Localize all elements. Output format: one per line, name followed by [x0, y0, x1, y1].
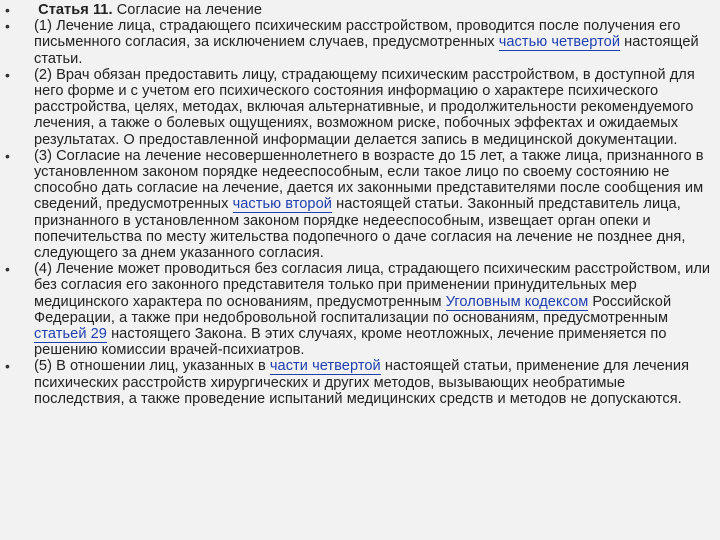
paragraph-5 — [0, 358, 714, 407]
paragraph-4-text: (4) Лечение может проводиться без согласия лица, страдающего психическим расстройством, или без согласия его законного представителя только при применении принудительных мер медицинского характера по основаниям, предусмотренным — [34, 261, 711, 310]
paragraph-5-text: (5) В отношении лиц, указанных в — [34, 358, 270, 375]
paragraph-4 — [0, 261, 714, 358]
article-bullet-list — [0, 2, 714, 407]
bullet-icon: • — [5, 147, 10, 164]
paragraph-3-text: (3) Согласие на лечение несовершеннолетнего в возрасте до 15 лет, а также лица, признанного в установленном законом порядке недееспособным, если такое лицо по своему состоянию не способно дать согласие на лечение, дается их законными представителями после сообщения им сведений, предусмотренных — [34, 147, 704, 213]
paragraph-1-text-end: настоящей статьи. — [34, 34, 699, 67]
paragraph-4-text-end: настоящего Закона. В этих случаях, кроме неотложных, лечение применяется по решению комиссии врачей-психиатров. — [34, 326, 667, 359]
bullet-icon: • — [5, 358, 10, 375]
paragraph-3 — [0, 148, 714, 261]
bullet-icon: • — [5, 261, 10, 278]
paragraph-1 — [0, 18, 714, 67]
article-title-rest: Согласие на лечение — [112, 2, 262, 18]
link-part-four[interactable]: частью четвертой — [498, 34, 621, 51]
bullet-icon: • — [5, 66, 10, 83]
bullet-icon: • — [5, 18, 10, 35]
paragraph-5-text-end: настоящей статьи, применение для лечения психических расстройств хирургических и других методов, вызывающих необратимые последствия, а также проведение испытаний медицинских средств и методов не допускаются. — [34, 358, 690, 407]
paragraph-1-text: (1) Лечение лица, страдающего психическим расстройством, проводится после получения его письменного согласия, за исключением случаев, предусмотренных — [34, 18, 681, 51]
paragraph-4-text-middle: Российской Федерации, а также при недобровольной госпитализации по основаниям, предусмотренным — [34, 293, 672, 326]
article-heading-item — [0, 2, 714, 18]
link-part-two[interactable]: частью второй — [232, 196, 332, 213]
article-title: Статья 11. — [38, 2, 113, 18]
bullet-icon: • — [5, 2, 10, 18]
link-criminal-code[interactable]: Уголовным кодексом — [445, 293, 589, 310]
paragraph-2 — [0, 67, 714, 148]
link-part-four-2[interactable]: части четвертой — [269, 358, 381, 375]
link-article-29[interactable]: статьей 29 — [34, 326, 107, 343]
paragraph-2-text: (2) Врач обязан предоставить лицу, страдающему психическим расстройством, в доступной для него форме и с учетом его психического состояния информацию о характере психического расстройства, целях, методах, включая альтернативные, и продолжительности рекомендуемого лечения, а также о болевых ощущениях, возможном риске, побочных эффектах и ожидаемых результатах. О предоставленной информации делается запись в медицинской документации. — [34, 66, 695, 148]
paragraph-3-text-end: настоящей статьи. Законный представитель лица, признанного в установленном законом порядке недееспособным, извещает орган опеки и попечительства по месту жительства подопечного о даче согласия на лечение не позднее дня, следующего за днем указанного согласия. — [34, 196, 686, 262]
